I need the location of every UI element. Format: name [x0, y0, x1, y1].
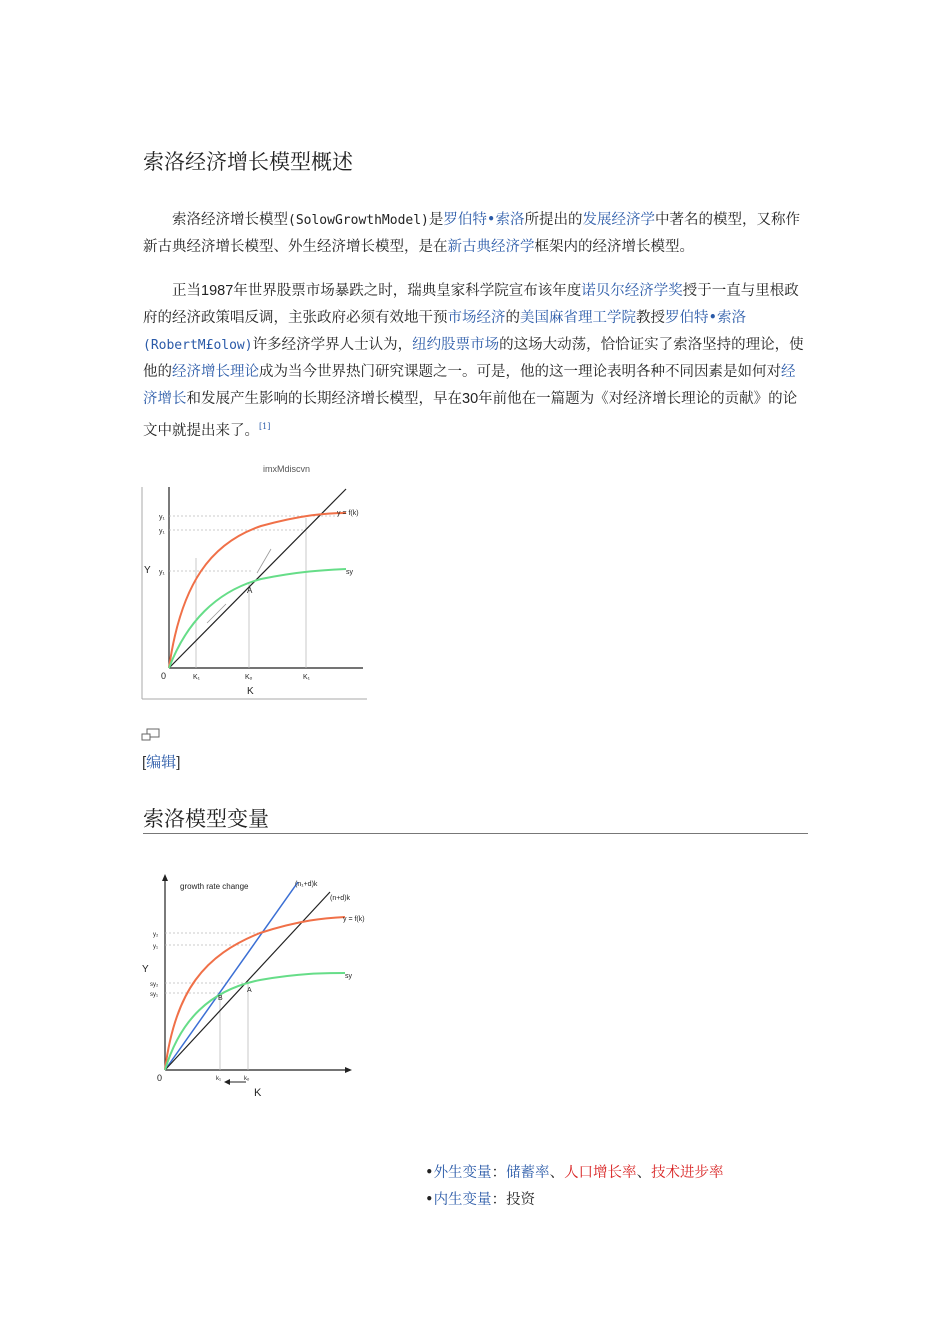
- separator: 、: [549, 1165, 565, 1181]
- fig2-label-blue-line: (n₁+d)k: [295, 881, 318, 888]
- separator: ：: [491, 1192, 507, 1208]
- separator: 、: [636, 1165, 652, 1181]
- fig2-y-tick: y₂: [153, 932, 159, 938]
- list-item-endogenous: •内生变量：投资: [425, 1192, 536, 1208]
- fig2-caption: growth rate change: [180, 882, 249, 891]
- history-paragraph: [143, 278, 808, 445]
- link-exogenous-variables[interactable]: 外生变量: [433, 1165, 492, 1181]
- text: 索洛经济增长模型: [172, 212, 288, 228]
- link-neoclassical-economics[interactable]: 新古典经济学: [447, 239, 535, 255]
- section-title-variables: 索洛模型变量: [143, 806, 808, 834]
- fig2-point-a: A: [247, 987, 252, 994]
- fig2-x-tick: kₒ: [244, 1076, 250, 1082]
- fig2-label-f: y = f(k): [343, 916, 365, 923]
- fig1-arrow: [257, 549, 271, 573]
- investment-text: 投资: [506, 1192, 536, 1208]
- text: 所提出的: [524, 212, 583, 228]
- edit-section: [142, 751, 180, 772]
- fig2-origin: 0: [157, 1073, 163, 1083]
- fig1-origin: 0: [161, 671, 167, 681]
- year: 1987: [201, 283, 234, 299]
- fig1-top-caption: imxMdiscvn: [263, 464, 311, 474]
- model-english-name: (SolowGrowthModel): [288, 213, 429, 228]
- variables-list: [425, 1160, 724, 1214]
- intro-paragraph: [143, 207, 808, 261]
- text: 的: [505, 310, 520, 326]
- text: 年世界股票市场暴跌之时，瑞典皇家科学院宣布该年度: [233, 283, 582, 299]
- fig2-y-tick: sy₁: [150, 992, 159, 998]
- link-population-growth[interactable]: 人口增长率: [564, 1165, 637, 1181]
- link-economic-growth[interactable]: 经济增长: [143, 364, 796, 407]
- bracket: ]: [176, 754, 181, 771]
- fig2-label-sy: sy: [345, 973, 352, 980]
- link-robert-solow[interactable]: 罗伯特•索洛: [665, 310, 747, 326]
- link-savings-rate[interactable]: 储蓄率: [506, 1165, 550, 1181]
- link-growth-theory[interactable]: 经济增长理论: [172, 364, 259, 380]
- years: 30: [462, 391, 479, 407]
- link-solow[interactable]: 罗伯特•索洛: [443, 212, 525, 228]
- link-nyse[interactable]: 纽约股票市场: [412, 337, 500, 353]
- solow-figure-1: [141, 463, 367, 701]
- fig1-label-sy: sy: [346, 569, 353, 576]
- fig1-savings-curve: [169, 569, 346, 668]
- fig1-x-tick: K₁: [303, 674, 311, 681]
- fig2-savings-curve: [165, 973, 345, 1070]
- fig2-point-b: B: [218, 995, 223, 1002]
- fig1-y-tick: y₁: [159, 528, 165, 535]
- fig2-x-arrow: [345, 1067, 352, 1073]
- text: 正当: [172, 283, 201, 299]
- fig2-y-tick: sy₂: [150, 982, 159, 988]
- text: 框架内的经济增长模型。: [534, 239, 694, 255]
- reference-link[interactable]: [259, 423, 270, 439]
- text: 中著名的模型，又称作新古典经济增长模型、外生经济增长模型，是在: [143, 212, 800, 255]
- link-tech-progress[interactable]: 技术进步率: [651, 1165, 724, 1181]
- page-title: 索洛经济增长模型概述: [143, 150, 353, 174]
- text: 的这场大动荡，恰恰证实了索洛坚持的理论，使他的: [143, 337, 804, 380]
- fig1-y-tick: y₁: [159, 514, 165, 521]
- link-market-economy[interactable]: 市场经济: [447, 310, 506, 326]
- link-nobel-prize[interactable]: 诺贝尔经济学奖: [581, 283, 683, 299]
- fig2-y-arrow: [162, 874, 168, 881]
- fig2-black-line: [165, 892, 330, 1070]
- fig1-axis-x-label: K: [247, 686, 254, 697]
- link-mit[interactable]: 美国麻省理工学院: [520, 310, 636, 326]
- solow-figure-2: [142, 870, 365, 1102]
- enlarge-icon[interactable]: [141, 728, 161, 742]
- text: 授于一直与里根政府的经济政策唱反调，主张政府必须有效地干预: [143, 283, 799, 326]
- list-item-exogenous: •外生变量：储蓄率、人口增长率、技术进步率: [425, 1165, 724, 1181]
- text: 成为当今世界热门研究课题之一。可是，他的这一理论表明各种不同因素是如何对: [259, 364, 781, 380]
- fig2-axis-y-label: Y: [142, 964, 149, 975]
- text: 和发展产生影响的长期经济增长模型，早在: [186, 391, 462, 407]
- fig2-label-black-line: (n+d)k: [330, 895, 351, 902]
- fig2-axis-x-label: K: [254, 1087, 262, 1099]
- text: 是: [428, 212, 444, 228]
- fig1-axis-y-label: Y: [144, 565, 151, 576]
- reference-number: [1]: [259, 422, 271, 431]
- fig1-x-tick: K₁: [193, 674, 201, 681]
- bracket: [: [142, 754, 147, 771]
- fig2-blue-line: [165, 882, 298, 1070]
- link-development-economics[interactable]: 发展经济学: [582, 212, 655, 228]
- fig1-label-f: y = f(k): [337, 510, 359, 517]
- fig2-x-tick: k₁: [216, 1076, 222, 1082]
- text: 许多经济学界人士认为，: [252, 337, 413, 353]
- separator: ：: [491, 1165, 507, 1181]
- text: 教授: [636, 310, 665, 326]
- text: 年前他在一篇题为《对经济增长理论的贡献》的论文中就提出来了。: [143, 391, 798, 439]
- fig1-x-tick: Kₒ: [245, 674, 253, 681]
- link-robert-solow-english[interactable]: (RobertM£olow): [143, 338, 253, 353]
- edit-link[interactable]: 编辑: [146, 754, 177, 771]
- fig2-production-curve: [165, 917, 345, 1070]
- fig2-y-tick: y₁: [153, 944, 159, 950]
- fig1-production-curve: [169, 513, 346, 668]
- fig2-shift-arrowhead: [224, 1079, 230, 1085]
- fig1-point-a: A: [247, 586, 253, 595]
- fig1-y-tick: y₁: [159, 569, 165, 576]
- link-endogenous-variables[interactable]: 内生变量: [433, 1192, 492, 1208]
